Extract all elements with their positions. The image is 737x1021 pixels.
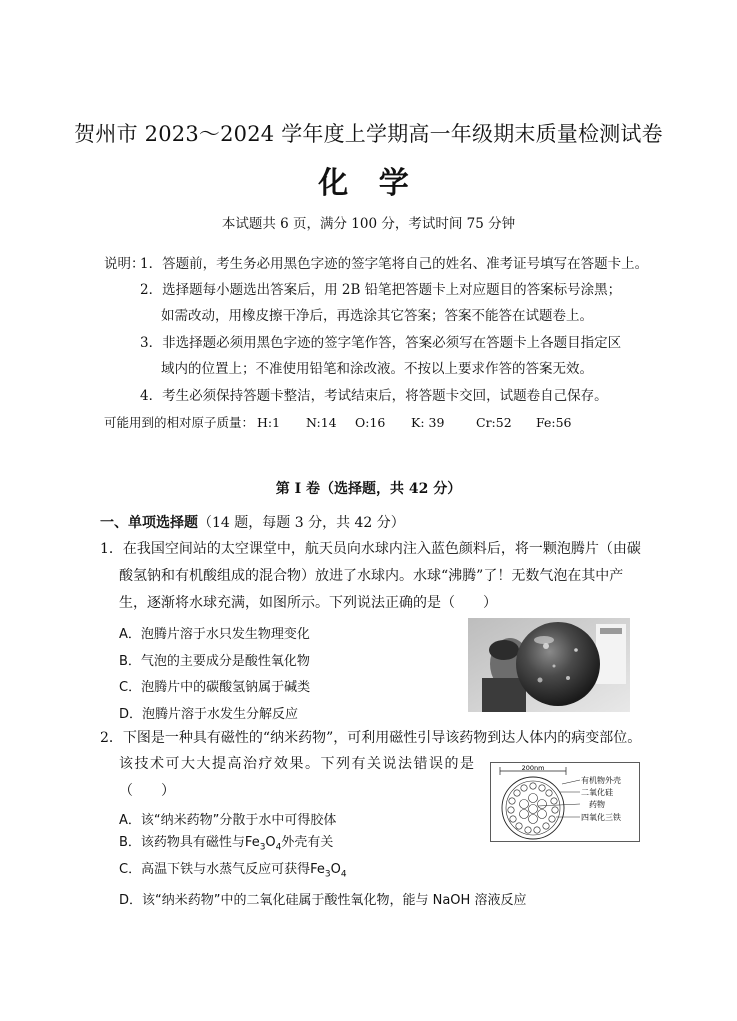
q1-option-b: B．气泡的主要成分是酸性氧化物 (119, 654, 310, 669)
label-drug: 药物 (589, 800, 605, 809)
nano-drug-diagram (490, 762, 640, 842)
atomic-mass-n: N:14 (306, 415, 337, 430)
atomic-mass-fe: Fe:56 (536, 415, 572, 430)
q1-option-d: D．泡腾片溶于水发生分解反应 (119, 707, 299, 722)
label-silica: 二氧化硅 (581, 788, 613, 797)
exam-info: 本试题共 6 页，满分 100 分，考试时间 75 分钟 (221, 216, 516, 232)
q2-option-c-fe: Fe (310, 862, 325, 877)
size-label: 200nm (521, 764, 545, 772)
atomic-mass-label: 可能用到的相对原子质量： (104, 415, 255, 430)
note-1: 1．答题前，考生务必用黑色字迹的签字笔将自己的姓名、准考证号填写在答题卡上。 (140, 256, 649, 272)
atomic-mass-h: H:1 (257, 415, 281, 430)
water-ball-photo (468, 618, 630, 712)
section-title: 第 I 卷（选择题，共 42 分） (275, 481, 462, 497)
part-heading (100, 514, 405, 532)
notes-label: 说明： (104, 256, 145, 272)
q2-option-c (119, 858, 347, 880)
q1-option-a: A．泡腾片溶于水只发生物理变化 (119, 627, 310, 642)
q2-line2: 该技术可大大提高治疗效果。下列有关说法错误的是 (119, 756, 476, 772)
q2-option-d: D．该“纳米药物”中的二氧化硅属于酸性氧化物，能与 NaOH 溶液反应 (119, 893, 527, 908)
atomic-mass-k: K: 39 (411, 415, 445, 430)
note-2a: 2．选择题每小题选出答案后，用 2B 铅笔把答题卡上对应题目的答案标号涂黑； (140, 282, 622, 298)
note-2b: 如需改动，用橡皮擦干净后，再选涂其它答案；答案不能答在试题卷上。 (161, 308, 593, 324)
part-heading-rest: （14 题，每题 3 分，共 42 分） (198, 515, 405, 531)
q2-option-b-post: 外壳有关 (281, 835, 334, 850)
q2-line3: （ ） (119, 783, 175, 799)
q1-line2: 酸氢钠和有机酸组成的混合物）放进了水球内。水球“沸腾”了！无数气泡在其中产 (119, 568, 624, 584)
q2-line1: 2．下图是一种具有磁性的“纳米药物”，可利用磁性引导该药物到达人体内的病变部位。 (100, 730, 642, 746)
exam-title: 贺州市 2023～2024 学年度上学期高一年级期末质量检测试卷 (74, 122, 663, 146)
label-organic-shell: 有机物外壳 (581, 776, 621, 785)
q2-option-b-fe: Fe (244, 835, 260, 850)
note-3b: 域内的位置上；不准使用铅笔和涂改液。不按以上要求作答的答案无效。 (161, 361, 593, 377)
q1-option-c: C．泡腾片中的碳酸氢钠属于碱类 (119, 680, 311, 695)
subject-title: 化 学 (318, 166, 419, 201)
label-fe3o4: 四氧化三铁 (581, 813, 621, 822)
part-heading-bold: 一、单项选择题 (100, 515, 198, 531)
note-4: 4．考生必须保持答题卡整洁，考试结束后，将答题卡交回，试题卷自己保存。 (140, 388, 608, 404)
note-3a: 3．非选择题必须用黑色字迹的签字笔作答，答案必须写在答题卡上各题目指定区 (140, 335, 622, 351)
atomic-mass-o: O:16 (355, 415, 386, 430)
q2-option-b (119, 831, 333, 853)
q2-option-c-text: C．高温下铁与水蒸气反应可获得 (119, 862, 311, 877)
q2-option-b-sub2: 4 (275, 842, 282, 853)
q2-option-c-sub1: 3 (324, 869, 331, 880)
q2-option-c-o: O (330, 862, 341, 877)
q2-option-b-sub1: 3 (259, 842, 266, 853)
atomic-mass-cr: Cr:52 (476, 415, 512, 430)
q2-option-c-sub2: 4 (340, 869, 347, 880)
q2-option-b-o: O (265, 835, 276, 850)
q1-line1: 1．在我国空间站的太空课堂中，航天员向水球内注入蓝色颜料后，将一颗泡腾片（由碳 (100, 541, 641, 557)
q2-option-b-text: B．该药物具有磁性与 (119, 835, 245, 850)
q1-line3: 生，逐渐将水球充满，如图所示。下列说法正确的是（ ） (119, 595, 497, 611)
q2-option-a: A．该“纳米药物”分散于水中可得胶体 (119, 813, 337, 828)
